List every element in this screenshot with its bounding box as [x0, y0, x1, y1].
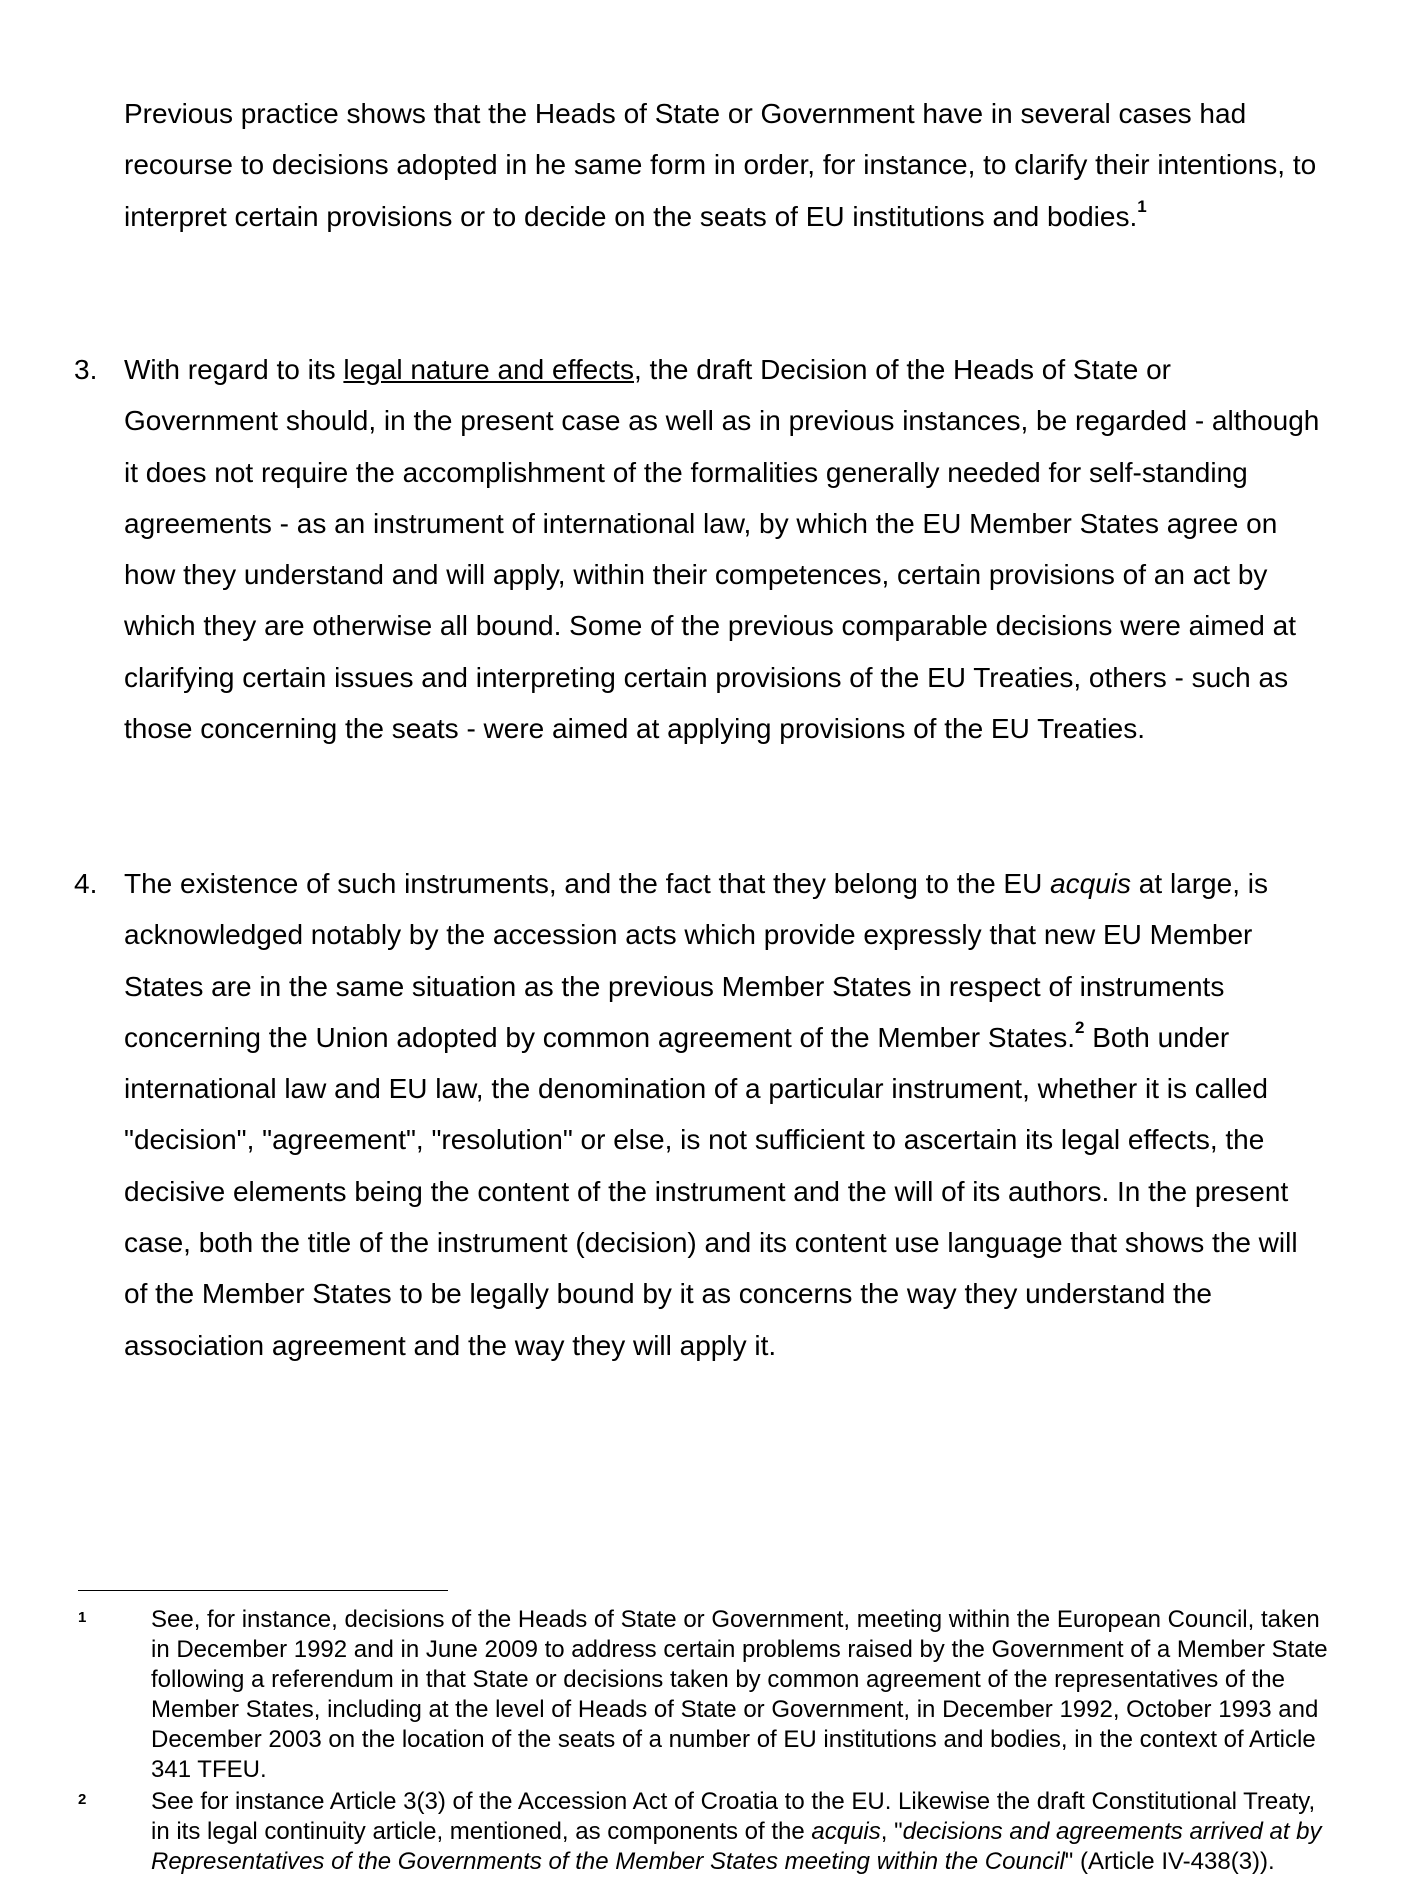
- paragraph-4: [74, 858, 1324, 1371]
- paragraph-number: 4.: [74, 868, 98, 899]
- paragraph-3-lead: With regard to its: [124, 354, 344, 385]
- footnote-2-text: [151, 1787, 1328, 1877]
- footnote-separator: [78, 1590, 448, 1591]
- footnote-ref-2[interactable]: 2: [1075, 1017, 1085, 1037]
- intro-text: Previous practice shows that the Heads of State or Government have in several cases had recourse to decisions adopted in he same form in order, for instance, to clarify their intentions, to interpret certain provisions or to decide on the seats of EU institutions and bodies.: [124, 98, 1317, 232]
- paragraph-4-body: [124, 858, 1324, 1371]
- paragraph-3-body: [124, 344, 1324, 754]
- footnote-1: [78, 1605, 1328, 1785]
- underlined-term: legal nature and effects: [343, 354, 634, 385]
- intro-paragraph: [124, 88, 1324, 242]
- paragraph-4-part2: at large, is acknowledged notably by the accession acts which provide expressly that new EU Member States are in the same situation as the previous Member States in respect of instruments concerning the Union adopted by common agreement of the Member States.: [124, 868, 1268, 1053]
- paragraph-3: [74, 344, 1324, 754]
- footnote-2-part3: " (Article IV-438(3)).: [1064, 1848, 1275, 1875]
- paragraph-4-part3: Both under international law and EU law, the denomination of a particular instrument, whether it is called "decision", "agreement", "resolution" or else, is not sufficient to ascertain its legal effects, the decisive elements being the content of the instrument and the will of its authors. In the present case, both the title of the instrument (decision) and its content use language that shows the will of the Member States to be legally bound by it as concerns the way they understand the association agreement and the way they will apply it.: [124, 1021, 1298, 1361]
- footnote-2-part2: , ": [880, 1818, 903, 1845]
- italic-term: acquis: [1050, 868, 1132, 899]
- footnote-1-text: See, for instance, decisions of the Heads of State or Government, meeting within the European Council, taken in December 1992 and in June 2009 to address certain problems raised by the Government of a Member State following a referendum in that State or decisions taken by common agreement of the representatives of the Member States, including at the level of Heads of State or Government, in December 1992, October 1993 and December 2003 on the location of the seats of a number of EU institutions and bodies, in the context of Article 341 TFEU.: [151, 1606, 1328, 1783]
- footnote-mark: 1: [78, 1609, 87, 1626]
- footnote-2-part1: See for instance Article 3(3) of the Accession Act of Croatia to the EU. Likewise the draft Constitutional Treaty, in its legal continuity article, mentioned, as components of the: [151, 1788, 1316, 1845]
- footnote-2: [78, 1787, 1328, 1877]
- footnote-ref-1[interactable]: 1: [1137, 196, 1147, 216]
- paragraph-number: 3.: [74, 354, 98, 385]
- paragraph-3-rest: , the draft Decision of the Heads of State or Government should, in the present case as well as in previous instances, be regarded - although it does not require the accomplishment of the formalities generally needed for self-standing agreements - as an instrument of international law, by which the EU Member States agree on how they understand and will apply, within their competences, certain provisions of an act by which they are otherwise all bound. Some of the previous comparable decisions were aimed at clarifying certain issues and interpreting certain provisions of the EU Treaties, others - such as those concerning the seats - were aimed at applying provisions of the EU Treaties.: [124, 354, 1320, 745]
- paragraph-4-part1: The existence of such instruments, and the fact that they belong to the EU: [124, 868, 1051, 899]
- footnote-mark: 2: [78, 1791, 87, 1808]
- italic-quote: decisions and agreements arrived at by Representatives of the Governments of the Member States meeting within the Council: [151, 1818, 1322, 1875]
- italic-term: acquis: [811, 1818, 881, 1845]
